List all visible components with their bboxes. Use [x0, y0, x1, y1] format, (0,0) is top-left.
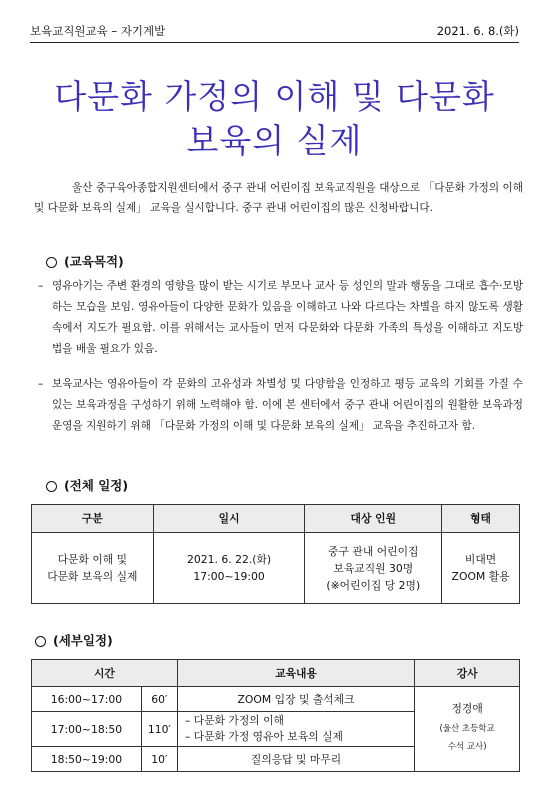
cell-time: 17:00~18:50 [32, 712, 142, 747]
schedule-header-row [32, 505, 520, 533]
purpose-item-1-text: 영유아기는 주변 환경의 영향을 많이 받는 시기로 부모나 교사 등 성인의 말과 행동을 그대로 흡수·모방하는 모습을 보임. 영유아들이 다양한 문화가 있음을 이해하고 나와 다르다는 차별을 하지 않도록 생활 속에서 지도가 필요함. 이를 위해서는 교사들이 먼저 다문화와 다문화 가족의 특성을 이해하고 지도방법을 배울 필요가 있음. [52, 280, 523, 355]
cell-line: 다문화 이해 및 [57, 553, 128, 566]
table-row [32, 687, 520, 712]
cell-duration: 10′ [141, 747, 177, 772]
circle-bullet-icon [46, 257, 57, 268]
circle-bullet-icon [46, 481, 57, 492]
cell-line: 중구 관내 어린이집 [328, 544, 419, 558]
instructor-role: 수석 교사) [447, 741, 487, 752]
purpose-item-2 [38, 374, 523, 437]
page-title-line2: 보육의 실제 [186, 121, 363, 160]
section-schedule [46, 476, 128, 494]
cell-duration: 110′ [141, 712, 177, 747]
cell-content: ZOOM 입장 및 출석체크 [177, 687, 414, 712]
col-category: 구분 [32, 505, 154, 533]
cell-line: (※어린이집 당 2명) [326, 578, 421, 592]
cell-line: 비대면 [464, 553, 497, 566]
dash-bullet: – [38, 280, 44, 292]
cell-duration: 60′ [141, 687, 177, 712]
header-course: 보육교직원교육 – 자기계발 [30, 24, 166, 38]
cell-instructor [415, 687, 520, 772]
section-schedule-title: (전체 일정) [64, 478, 129, 493]
section-detail [35, 631, 113, 649]
circle-bullet-icon [35, 636, 46, 647]
cell-line: 17:00~19:00 [193, 570, 265, 583]
cell-line: 2021. 6. 22.(화) [187, 553, 272, 566]
col-content: 교육내용 [177, 660, 414, 687]
col-instructor: 강사 [415, 660, 520, 687]
intro-paragraph [34, 178, 523, 218]
cell-format [442, 533, 520, 604]
section-purpose-title: (교육목적) [64, 254, 124, 269]
cell-line: 다문화 보육의 실제 [47, 570, 138, 583]
cell-line: – 다문화 가정 영유아 보육의 실제 [184, 730, 343, 743]
cell-datetime [153, 533, 305, 604]
cell-content [177, 712, 414, 747]
col-format: 형태 [442, 505, 520, 533]
table-row [32, 533, 520, 604]
cell-time: 16:00~17:00 [32, 687, 142, 712]
cell-target [305, 533, 442, 604]
instructor-affiliation: (울산 초등학교 [439, 723, 495, 734]
purpose-item-1 [38, 276, 523, 360]
header-divider [30, 42, 519, 43]
detail-table [31, 659, 520, 772]
cell-line: – 다문화 가정의 이해 [184, 714, 284, 727]
schedule-table [31, 504, 520, 604]
cell-content: 질의응답 및 마무리 [177, 747, 414, 772]
section-detail-title: (세부일정) [53, 633, 113, 648]
detail-header-row [32, 660, 520, 687]
col-datetime: 일시 [153, 505, 305, 533]
col-time: 시간 [32, 660, 178, 687]
col-target: 대상 인원 [305, 505, 442, 533]
header-date: 2021. 6. 8.(화) [436, 24, 519, 38]
cell-line: ZOOM 활용 [451, 570, 510, 583]
dash-bullet: – [38, 378, 44, 390]
page-title-line1: 다문화 가정의 이해 및 다문화 [54, 77, 495, 116]
instructor-name: 정경애 [451, 701, 483, 715]
cell-category [32, 533, 154, 604]
cell-time: 18:50~19:00 [32, 747, 142, 772]
section-purpose [46, 252, 124, 270]
purpose-item-2-text: 보육교사는 영유아들이 각 문화의 고유성과 차별성 및 다양함을 인정하고 평등 교육의 기회를 가질 수 있는 보육과정을 구성하기 위해 노력해야 함. 이에 본 센터에서 중구 관내 어린이집의 원활한 보육과정 운영을 지원하기 위해 「다문화 가정의 이해 및 다문화 보육의 실제」 교육을 추진하고자 함. [52, 378, 523, 432]
cell-line: 보육교직원 30명 [333, 561, 414, 575]
intro-text: 울산 중구육아종합지원센터에서 중구 관내 어린이집 보육교직원을 대상으로 「다문화 가정의 이해 및 다문화 보육의 실제」 교육을 실시합니다. 중구 관내 어린이집의 많은 신청바랍니다. [34, 182, 523, 214]
